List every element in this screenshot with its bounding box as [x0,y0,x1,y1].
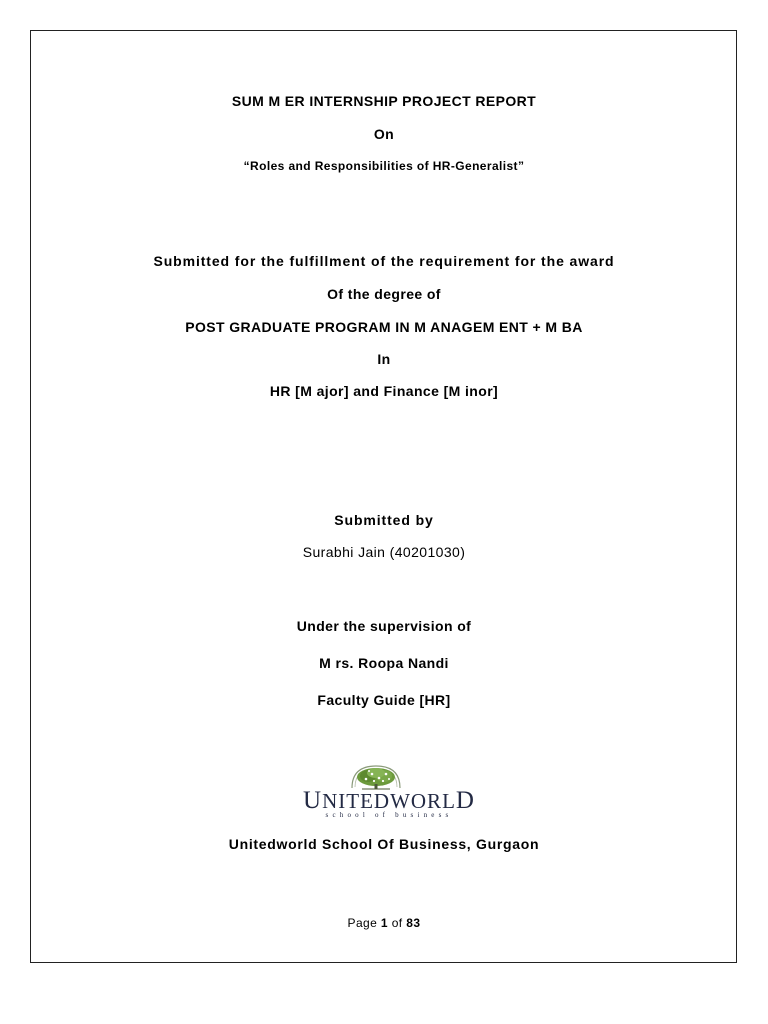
logo-tagline: school of business [325,811,453,819]
submitted-for-text: Submitted for the fulfillment of the requirement for the award [153,253,615,269]
page-number: Page 1 of 83 [347,916,421,930]
specialization: HR [M ajor] and Finance [M inor] [269,383,499,399]
report-topic: “Roles and Responsibilities of HR-Generalist” [243,159,525,173]
supervision-label: Under the supervision of [296,618,472,634]
tree-logo-icon [344,764,408,790]
report-title: SUM M ER INTERNSHIP PROJECT REPORT [231,93,537,109]
in-label: In [377,351,391,367]
logo-wordmark: UNITEDWORLD [303,787,475,814]
program-name: POST GRADUATE PROGRAM IN M ANAGEM ENT + M BA [185,319,583,335]
guide-name: M rs. Roopa Nandi [319,655,449,671]
student-name: Surabhi Jain (40201030) [302,544,466,560]
submitted-by-label: Submitted by [334,512,434,528]
guide-role: Faculty Guide [HR] [317,692,451,708]
on-label: On [373,126,395,142]
unitedworld-logo [284,764,494,822]
degree-of-text: Of the degree of [327,286,441,302]
school-name: Unitedworld School Of Business, Gurgaon [228,836,540,852]
